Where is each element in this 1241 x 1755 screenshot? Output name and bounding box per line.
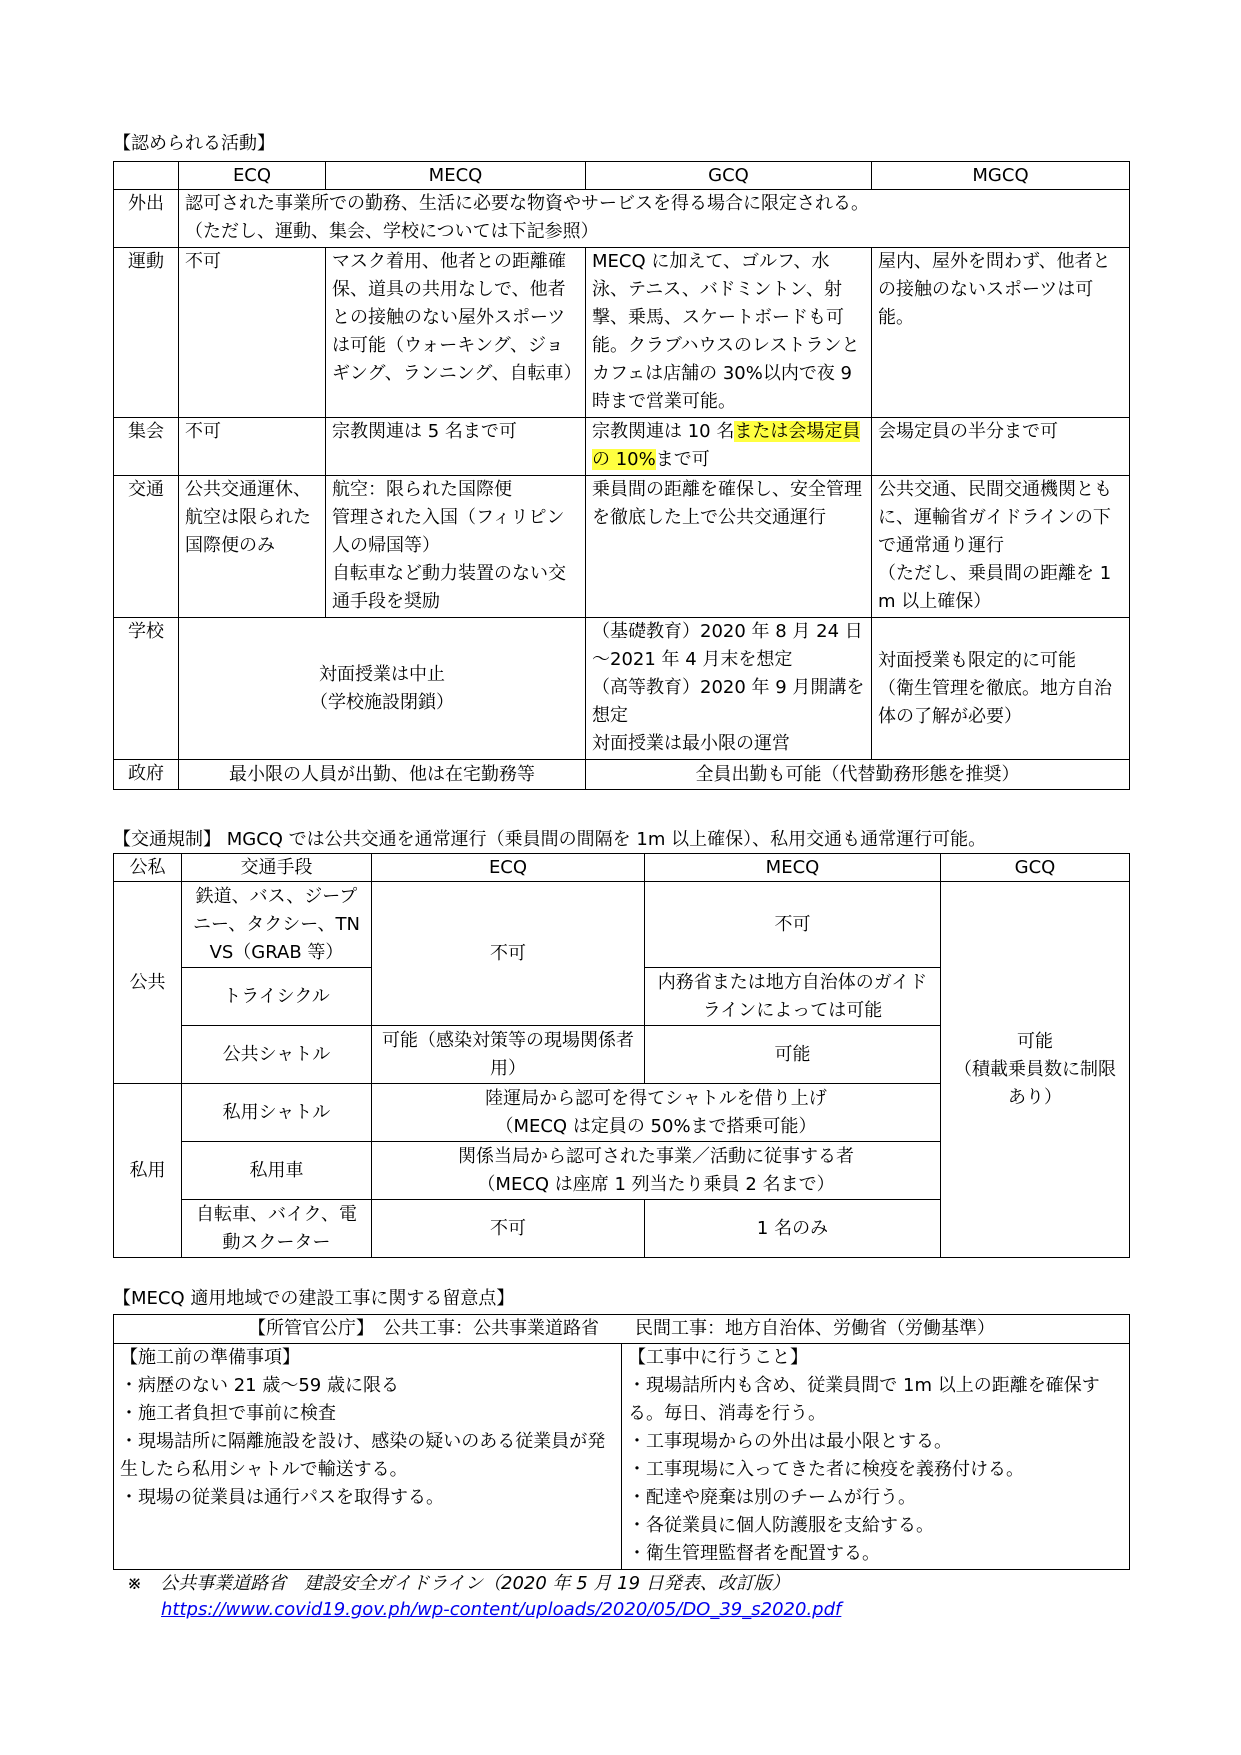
table-row [114,418,1130,476]
gathering-ecq: 不可 [179,418,326,476]
header-ecq: ECQ [179,162,326,190]
footnote-text: ※ 公共事業道路省 建設安全ガイドライン（2020 年 5 月 19 日発表、改訂版） [127,1573,790,1594]
gathering-gcq-highlight: または会場定員の 10% [592,421,861,470]
private-label: 私用 [114,1084,182,1258]
mode-bicycle: 自転車、バイク、電動スクーター [182,1200,372,1258]
during-title: 【工事中に行うこと】 [628,1347,808,1368]
table-row [114,248,1130,418]
exercise-ecq: 不可 [179,248,326,418]
row-label-gathering: 集会 [114,418,179,476]
mode-private-shuttle: 私用シャトル [182,1084,372,1142]
government-ecq-mecq: 最小限の人員が出勤、他は在宅勤務等 [179,760,586,790]
before-title: 【施工前の準備事項】 [120,1347,300,1368]
transport-gcq: 乗員間の距離を確保し、安全管理を徹底した上で公共交通運行 [586,476,872,618]
table-row [114,476,1130,618]
during-items: ・現場詰所内も含め、従業員間で 1m 以上の距離を確保する。毎日、消毒を行う。 ・工事現場からの外出は最小限とする。 ・工事現場に入ってきた者に検疫を義務付ける。 ・配達や廃棄は別のチームが行う。 ・各従業員に個人防護服を支給する。 ・衛生管理監督者を配置する。 [628,1375,1100,1564]
transport-mecq: 航空：限られた国際便 管理された入国（フィリピン人の帰国等） 自転車など動力装置のない交通手段を奨励 [326,476,586,618]
construction-table [113,1314,1130,1570]
mecq-bicycle: 1 名のみ [645,1200,941,1258]
exercise-mecq: マスク着用、他者との距離確保、道具の共用なしで、他者との接触のない屋外スポーツは可能（ウォーキング、ジョギング、ランニング、自転車） [326,248,586,418]
school-ecq-mecq: 対面授業は中止 （学校施設閉鎖） [179,618,586,760]
ecq-public-shuttle: 可能（感染対策等の現場関係者用） [372,1026,645,1084]
mecq-public-shuttle: 可能 [645,1026,941,1084]
header-mecq: MECQ [326,162,586,190]
header-mgcq: MGCQ [872,162,1130,190]
row-label-exercise: 運動 [114,248,179,418]
row-label-government: 政府 [114,760,179,790]
gathering-mecq: 宗教関連は 5 名まで可 [326,418,586,476]
private-car-text: 関係当局から認可された事業／活動に従事する者 （MECQ は座席 1 列当たり乗員 2 名まで） [372,1142,941,1200]
private-shuttle-text: 陸運局から認可を得てシャトルを借り上げ （MECQ は定員の 50%まで搭乗可能） [372,1084,941,1142]
school-mgcq: 対面授業も限定的に可能 （衛生管理を徹底。地方自治体の了解が必要） [872,618,1130,760]
mode-private-car: 私用車 [182,1142,372,1200]
mode-public-shuttle: 公共シャトル [182,1026,372,1084]
during-section [622,1344,1130,1570]
gathering-mgcq: 会場定員の半分まで可 [872,418,1130,476]
table-row [114,1315,1130,1344]
table-row [114,760,1130,790]
school-gcq: （基礎教育）2020 年 8 月 24 日～2021 年 4 月末を想定 （高等教育）2020 年 9 月開講を想定 対面授業は最小限の運営 [586,618,872,760]
table-header-row [114,162,1130,190]
gcq-all: 可能 （積載乗員数に制限あり） [941,882,1130,1258]
before-section [114,1344,622,1570]
header-gcq: GCQ [586,162,872,190]
exercise-mgcq: 屋内、屋外を問わず、他者との接触のないスポーツは可能。 [872,248,1130,418]
gathering-gcq-a: 宗教関連は 10 名 [592,421,735,442]
mode-rail-bus: 鉄道、バス、ジープニー、タクシー、TNVS（GRAB 等） [182,882,372,968]
table-row [114,190,1130,248]
mode-tricycle: トライシクル [182,968,372,1026]
exercise-gcq: MECQ に加えて、ゴルフ、水泳、テニス、バドミントン、射撃、乗馬、スケートボードも可能。クラブハウスのレストランとカフェは店舗の 30%以内で夜 9 時まで営業可能。 [586,248,872,418]
header-gcq: GCQ [941,854,1130,882]
traffic-title: 【交通規制】 MGCQ では公共交通を通常運行（乗員間の間隔を 1m 以上確保）、私用交通も通常運行可能。 [113,829,987,850]
row-label-outing: 外出 [114,190,179,248]
transport-ecq: 公共交通運休、航空は限られた国際便のみ [179,476,326,618]
table-row [114,882,1130,968]
gathering-gcq [586,418,872,476]
mecq-tricycle: 内務省または地方自治体のガイドラインによっては可能 [645,968,941,1026]
construction-title: 【MECQ 適用地域での建設工事に関する留意点】 [113,1288,515,1309]
mecq-rail-bus: 不可 [645,882,941,968]
table-header-row [114,854,1130,882]
table-row [114,1344,1130,1570]
traffic-table [113,853,1130,1258]
authority-text: 【所管官公庁】 公共工事：公共事業道路省 民間工事：地方自治体、労働省（労働基準） [114,1315,1130,1344]
table-row [114,618,1130,760]
outing-text: 認可された事業所での勤務、生活に必要な物資やサービスを得る場合に限定される。 （ただし、運動、集会、学校については下記参照） [179,190,1130,248]
before-items: ・病歴のない 21 歳～59 歳に限る ・施工者負担で事前に検査 ・現場詰所に隔離施設を設け、感染の疑いのある従業員が発生したら私用シャトルで輸送する。 ・現場の従業員は通行パスを取得する。 [120,1375,606,1508]
activities-title: 【認められる活動】 [113,133,275,154]
row-label-transport: 交通 [114,476,179,618]
header-mode: 交通手段 [182,854,372,882]
header-mecq: MECQ [645,854,941,882]
transport-mgcq: 公共交通、民間交通機関ともに、運輸省ガイドラインの下で通常通り運行 （ただし、乗員間の距離を 1m 以上確保） [872,476,1130,618]
ecq-rail-tricycle: 不可 [372,882,645,1026]
gathering-gcq-b: まで可 [655,449,710,470]
activities-table [113,161,1130,790]
header-blank [114,162,179,190]
header-ecq: ECQ [372,854,645,882]
public-label: 公共 [114,882,182,1084]
ecq-bicycle: 不可 [372,1200,645,1258]
header-public-private: 公私 [114,854,182,882]
government-gcq-mgcq: 全員出勤も可能（代替勤務形態を推奨） [586,760,1130,790]
footnote-link[interactable]: https://www.covid19.gov.ph/wp-content/uploads/2020/05/DO_39_s2020.pdf [161,1599,842,1620]
row-label-school: 学校 [114,618,179,760]
